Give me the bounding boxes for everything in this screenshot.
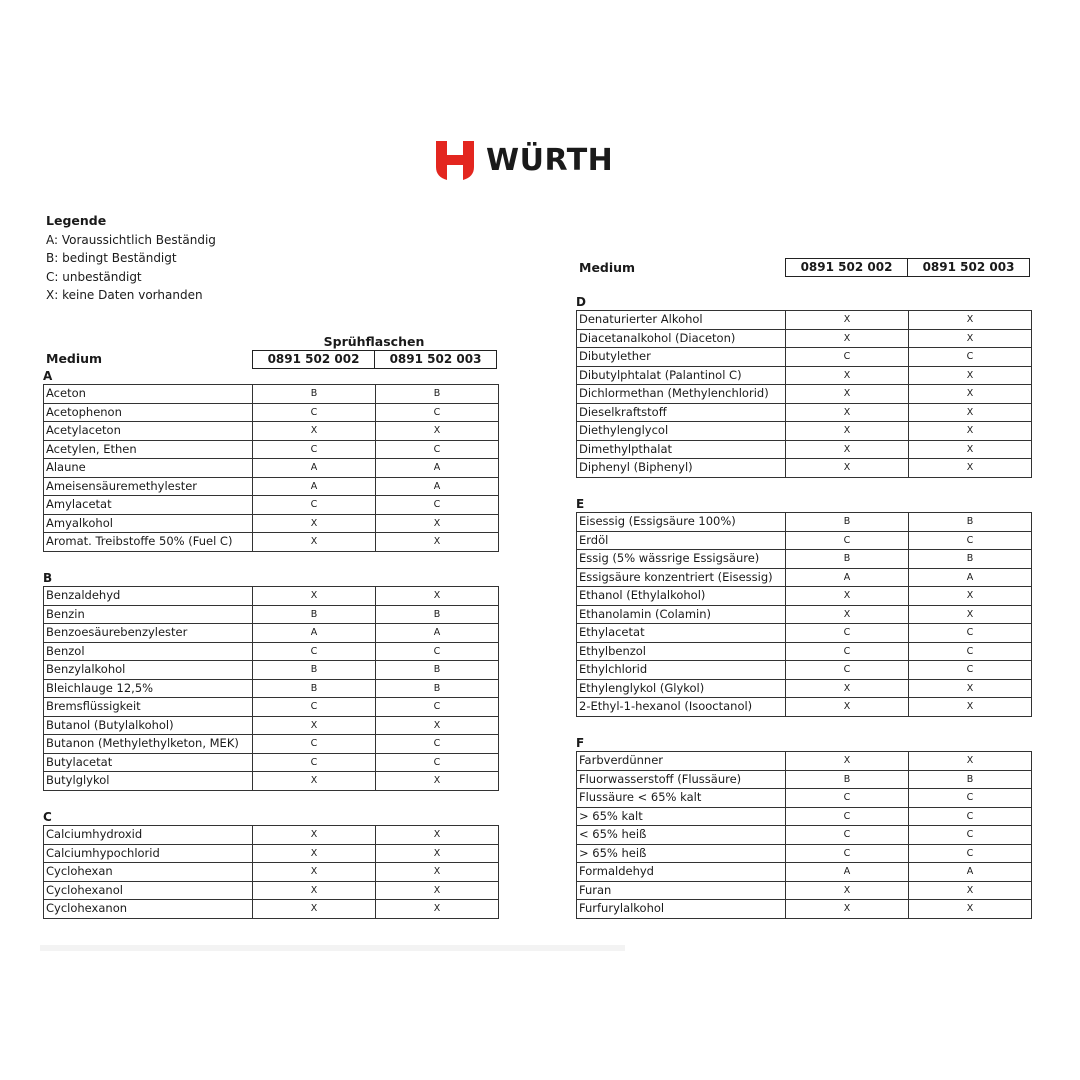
table-row <box>577 900 1032 919</box>
product-1-rating: C <box>786 642 909 661</box>
scan-shadow <box>40 945 625 951</box>
product-2-rating: C <box>909 348 1032 367</box>
table-row <box>577 587 1032 606</box>
medium-cell: Butanol (Butylalkohol) <box>44 716 253 735</box>
table-row <box>577 568 1032 587</box>
product-2-rating: C <box>909 624 1032 643</box>
product-1-rating: C <box>253 698 376 717</box>
table-row <box>577 550 1032 569</box>
medium-cell: Calciumhydroxid <box>44 826 253 845</box>
product-2-rating: C <box>376 403 499 422</box>
product-1-rating: A <box>786 568 909 587</box>
product-1-rating: X <box>253 772 376 791</box>
table-row <box>44 661 499 680</box>
product-2-rating: C <box>376 753 499 772</box>
medium-cell: Alaune <box>44 459 253 478</box>
section-a <box>43 369 499 552</box>
table-row <box>577 881 1032 900</box>
table-row <box>44 477 499 496</box>
product-2-rating: X <box>909 881 1032 900</box>
medium-cell: Furan <box>577 881 786 900</box>
table-row <box>44 514 499 533</box>
medium-cell: Bleichlauge 12,5% <box>44 679 253 698</box>
product-2-rating: C <box>909 826 1032 845</box>
product-1-rating: C <box>786 826 909 845</box>
medium-cell: Acetylen, Ethen <box>44 440 253 459</box>
table-row <box>577 422 1032 441</box>
product-2-rating: A <box>376 624 499 643</box>
section-letter: F <box>576 736 585 750</box>
product-1-rating: X <box>786 440 909 459</box>
medium-cell: Dieselkraftstoff <box>577 403 786 422</box>
medium-cell: Acetylaceton <box>44 422 253 441</box>
table-row <box>577 661 1032 680</box>
medium-cell: Erdöl <box>577 531 786 550</box>
medium-cell: Ethanolamin (Colamin) <box>577 605 786 624</box>
product-1-rating: C <box>786 661 909 680</box>
medium-cell: Ethylbenzol <box>577 642 786 661</box>
medium-cell: > 65% heiß <box>577 844 786 863</box>
medium-cell: Furfurylalkohol <box>577 900 786 919</box>
table-row <box>577 459 1032 478</box>
product-1-rating: C <box>786 624 909 643</box>
product-2-rating: B <box>909 513 1032 532</box>
product-1-rating: X <box>786 900 909 919</box>
medium-cell: Essigsäure konzentriert (Eisessig) <box>577 568 786 587</box>
product-2-rating: C <box>376 440 499 459</box>
medium-cell: Butylglykol <box>44 772 253 791</box>
table-row <box>44 679 499 698</box>
product-2-rating: B <box>376 605 499 624</box>
product-1-rating: A <box>253 624 376 643</box>
product-1-rating: A <box>253 459 376 478</box>
table-row <box>44 496 499 515</box>
right-product-2-heading: 0891 502 003 <box>907 259 1029 276</box>
section-d <box>576 295 1032 478</box>
table-row <box>44 900 499 919</box>
product-1-rating: A <box>786 863 909 882</box>
table-row <box>577 624 1032 643</box>
product-1-rating: X <box>253 900 376 919</box>
product-2-rating: X <box>909 587 1032 606</box>
table-row <box>44 772 499 791</box>
product-1-rating: C <box>253 440 376 459</box>
product-1-rating: C <box>786 789 909 808</box>
table-row <box>577 770 1032 789</box>
product-1-rating: C <box>253 642 376 661</box>
product-1-rating: B <box>786 770 909 789</box>
table-row <box>44 422 499 441</box>
product-2-rating: C <box>909 844 1032 863</box>
table-row <box>577 403 1032 422</box>
resistance-table <box>43 586 499 791</box>
product-1-rating: X <box>786 329 909 348</box>
product-2-rating: X <box>909 605 1032 624</box>
product-1-rating: X <box>253 587 376 606</box>
medium-cell: Calciumhypochlorid <box>44 844 253 863</box>
product-2-rating: X <box>376 863 499 882</box>
medium-cell: Bremsflüssigkeit <box>44 698 253 717</box>
product-2-rating: C <box>909 642 1032 661</box>
product-2-rating: C <box>909 807 1032 826</box>
table-row <box>44 459 499 478</box>
resistance-table <box>43 384 499 552</box>
product-2-rating: X <box>909 385 1032 404</box>
section-letter: A <box>43 369 53 383</box>
resistance-table <box>43 825 499 919</box>
medium-cell: Dimethylpthalat <box>577 440 786 459</box>
table-row <box>577 513 1032 532</box>
product-2-rating: X <box>909 752 1032 771</box>
product-2-rating: B <box>376 385 499 404</box>
product-1-rating: X <box>786 403 909 422</box>
table-row <box>577 698 1032 717</box>
product-2-rating: X <box>376 533 499 552</box>
product-2-rating: A <box>376 477 499 496</box>
medium-cell: Essig (5% wässrige Essigsäure) <box>577 550 786 569</box>
product-1-rating: X <box>786 605 909 624</box>
medium-cell: Fluorwasserstoff (Flussäure) <box>577 770 786 789</box>
section-b <box>43 571 499 791</box>
medium-cell: > 65% kalt <box>577 807 786 826</box>
table-row <box>44 753 499 772</box>
table-row <box>577 311 1032 330</box>
legend-item-x: X: keine Daten vorhanden <box>46 288 203 302</box>
legend-title: Legende <box>46 213 107 228</box>
medium-cell: Amylacetat <box>44 496 253 515</box>
resistance-table <box>576 310 1032 478</box>
medium-cell: Benzylalkohol <box>44 661 253 680</box>
section-letter: E <box>576 497 585 511</box>
table-row <box>577 348 1032 367</box>
brand-name: WÜRTH <box>486 143 614 178</box>
table-row <box>577 385 1032 404</box>
medium-cell: Cyclohexanol <box>44 881 253 900</box>
section-e <box>576 497 1032 717</box>
medium-cell: Aceton <box>44 385 253 404</box>
product-1-rating: B <box>786 550 909 569</box>
product-2-rating: B <box>909 550 1032 569</box>
resistance-table <box>576 512 1032 717</box>
product-2-rating: C <box>376 642 499 661</box>
wurth-logo-icon <box>436 141 474 181</box>
legend <box>46 212 216 305</box>
product-2-rating: C <box>376 496 499 515</box>
product-2-rating: X <box>376 844 499 863</box>
product-1-rating: X <box>786 752 909 771</box>
table-row <box>44 716 499 735</box>
product-2-rating: A <box>376 459 499 478</box>
product-2-rating: X <box>376 881 499 900</box>
product-2-rating: C <box>376 735 499 754</box>
product-2-rating: X <box>909 440 1032 459</box>
medium-cell: Dibutylphtalat (Palantinol C) <box>577 366 786 385</box>
medium-cell: Ethylenglykol (Glykol) <box>577 679 786 698</box>
medium-cell: Benzol <box>44 642 253 661</box>
table-row <box>577 329 1032 348</box>
table-row <box>577 807 1032 826</box>
medium-cell: Cyclohexan <box>44 863 253 882</box>
right-product-header <box>785 258 1030 277</box>
product-2-rating: X <box>909 900 1032 919</box>
product-1-rating: X <box>253 716 376 735</box>
product-1-rating: X <box>786 385 909 404</box>
product-1-rating: C <box>253 735 376 754</box>
table-row <box>44 881 499 900</box>
product-1-rating: B <box>253 661 376 680</box>
table-row <box>44 605 499 624</box>
medium-cell: Diphenyl (Biphenyl) <box>577 459 786 478</box>
product-2-rating: X <box>909 403 1032 422</box>
product-2-rating: C <box>909 531 1032 550</box>
table-row <box>577 440 1032 459</box>
product-2-rating: B <box>909 770 1032 789</box>
product-1-rating: X <box>253 881 376 900</box>
product-1-rating: C <box>786 844 909 863</box>
product-2-rating: X <box>376 900 499 919</box>
section-letter: D <box>576 295 586 309</box>
wurth-logo <box>436 141 613 181</box>
left-medium-heading: Medium <box>46 351 103 366</box>
section-f <box>576 736 1032 919</box>
medium-cell: Ameisensäuremethylester <box>44 477 253 496</box>
table-row <box>44 624 499 643</box>
left-product-header <box>252 350 497 369</box>
medium-cell: Benzaldehyd <box>44 587 253 606</box>
product-2-rating: C <box>376 698 499 717</box>
medium-cell: Diethylenglycol <box>577 422 786 441</box>
table-row <box>44 587 499 606</box>
product-1-rating: X <box>786 366 909 385</box>
product-1-rating: X <box>253 863 376 882</box>
product-1-rating: B <box>786 513 909 532</box>
product-2-rating: X <box>909 329 1032 348</box>
table-row <box>44 844 499 863</box>
table-row <box>577 679 1032 698</box>
legend-item-b: B: bedingt Beständigt <box>46 251 177 265</box>
section-letter: B <box>43 571 53 585</box>
product-1-rating: C <box>253 496 376 515</box>
product-1-rating: X <box>253 533 376 552</box>
medium-cell: Eisessig (Essigsäure 100%) <box>577 513 786 532</box>
product-1-rating: C <box>253 753 376 772</box>
medium-cell: Aromat. Treibstoffe 50% (Fuel C) <box>44 533 253 552</box>
table-row <box>44 385 499 404</box>
product-1-rating: X <box>786 698 909 717</box>
table-row <box>44 533 499 552</box>
product-1-rating: A <box>253 477 376 496</box>
product-2-rating: X <box>376 772 499 791</box>
medium-cell: Amyalkohol <box>44 514 253 533</box>
medium-cell: Dichlormethan (Methylenchlorid) <box>577 385 786 404</box>
table-row <box>44 403 499 422</box>
table-row <box>577 366 1032 385</box>
left-product-1-heading: 0891 502 002 <box>267 352 360 366</box>
table-row <box>44 440 499 459</box>
product-2-rating: X <box>376 587 499 606</box>
medium-cell: Farbverdünner <box>577 752 786 771</box>
medium-cell: Ethanol (Ethylalkohol) <box>577 587 786 606</box>
product-2-rating: X <box>909 459 1032 478</box>
product-2-rating: C <box>909 789 1032 808</box>
product-2-rating: X <box>376 514 499 533</box>
product-1-rating: X <box>786 679 909 698</box>
product-1-rating: X <box>786 422 909 441</box>
section-letter: C <box>43 810 52 824</box>
product-2-rating: A <box>909 863 1032 882</box>
product-1-rating: C <box>786 807 909 826</box>
table-row <box>577 531 1032 550</box>
product-1-rating: X <box>786 311 909 330</box>
legend-item-c: C: unbeständigt <box>46 269 142 284</box>
medium-cell: Butylacetat <box>44 753 253 772</box>
right-product-1-heading: 0891 502 002 <box>800 260 893 274</box>
product-2-rating: B <box>376 661 499 680</box>
product-2-rating: X <box>909 422 1032 441</box>
product-1-rating: C <box>786 531 909 550</box>
product-1-rating: X <box>786 459 909 478</box>
table-row <box>44 863 499 882</box>
medium-cell: Denaturierter Alkohol <box>577 311 786 330</box>
medium-cell: < 65% heiß <box>577 826 786 845</box>
product-2-rating: B <box>376 679 499 698</box>
table-row <box>577 642 1032 661</box>
medium-cell: Benzin <box>44 605 253 624</box>
product-2-rating: X <box>909 679 1032 698</box>
product-2-rating: X <box>376 826 499 845</box>
product-1-rating: C <box>786 348 909 367</box>
medium-cell: Dibutylether <box>577 348 786 367</box>
product-2-rating: X <box>909 311 1032 330</box>
product-2-rating: X <box>376 716 499 735</box>
table-row <box>44 826 499 845</box>
product-1-rating: X <box>253 514 376 533</box>
left-product-2-heading: 0891 502 003 <box>374 351 496 368</box>
medium-cell: Flussäure < 65% kalt <box>577 789 786 808</box>
product-1-rating: C <box>253 403 376 422</box>
medium-cell: Diacetanalkohol (Diaceton) <box>577 329 786 348</box>
product-1-rating: X <box>786 587 909 606</box>
product-1-rating: B <box>253 605 376 624</box>
medium-cell: Acetophenon <box>44 403 253 422</box>
medium-cell: Cyclohexanon <box>44 900 253 919</box>
legend-item-a: A: Voraussichtlich Beständig <box>46 232 216 247</box>
product-1-rating: X <box>253 422 376 441</box>
table-row <box>577 826 1032 845</box>
product-2-rating: X <box>376 422 499 441</box>
product-2-rating: A <box>909 568 1032 587</box>
product-2-rating: X <box>909 366 1032 385</box>
table-row <box>577 752 1032 771</box>
table-row <box>44 642 499 661</box>
resistance-table <box>576 751 1032 919</box>
medium-cell: Butanon (Methylethylketon, MEK) <box>44 735 253 754</box>
product-1-rating: X <box>253 844 376 863</box>
section-c <box>43 810 499 919</box>
table-row <box>577 789 1032 808</box>
product-2-rating: X <box>909 698 1032 717</box>
product-1-rating: B <box>253 679 376 698</box>
medium-cell: Ethylchlorid <box>577 661 786 680</box>
medium-cell: Formaldehyd <box>577 863 786 882</box>
table-row <box>44 735 499 754</box>
product-1-rating: B <box>253 385 376 404</box>
medium-cell: Ethylacetat <box>577 624 786 643</box>
product-1-rating: X <box>253 826 376 845</box>
product-1-rating: X <box>786 881 909 900</box>
medium-cell: 2-Ethyl-1-hexanol (Isooctanol) <box>577 698 786 717</box>
table-row <box>577 863 1032 882</box>
right-medium-heading: Medium <box>579 260 636 275</box>
product-2-rating: C <box>909 661 1032 680</box>
table-row <box>577 605 1032 624</box>
medium-cell: Benzoesäurebenzylester <box>44 624 253 643</box>
product-group-heading: Sprühflaschen <box>323 334 425 349</box>
table-row <box>577 844 1032 863</box>
table-row <box>44 698 499 717</box>
